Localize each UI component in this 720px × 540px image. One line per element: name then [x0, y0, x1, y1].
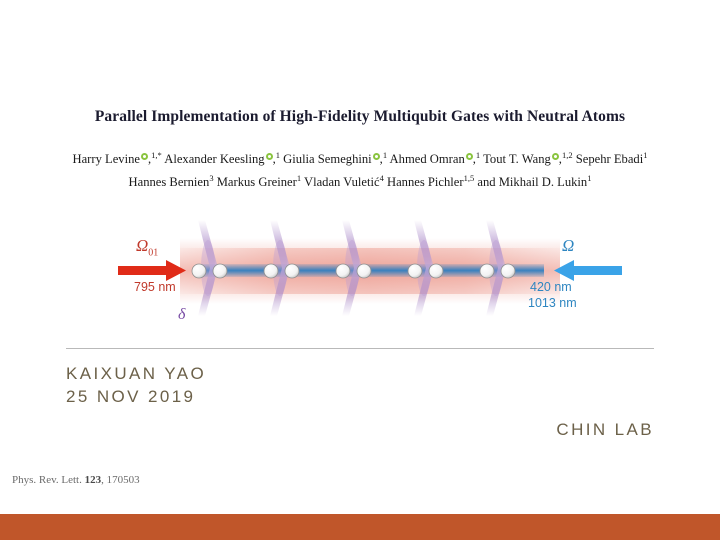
blue-arrow-icon: [554, 260, 622, 281]
author-sup: ,$^{1,2}$: [558, 150, 573, 167]
author-name: Sepehr Ebadi: [575, 152, 644, 167]
orcid-icon[interactable]: [266, 153, 273, 160]
author-line-1: [8, 146, 712, 169]
wavelength-1013-label: 1013 nm: [528, 296, 577, 310]
author-name: Ahmed Omran: [389, 152, 465, 167]
author-sup: 1: [296, 173, 302, 184]
author-name: Giulia Semeghini: [283, 152, 372, 167]
wavelength-420-label: 420 nm: [530, 280, 572, 294]
author-sup: 1: [643, 150, 648, 160]
wavelength-795-label: 795 nm: [134, 280, 176, 294]
paper-title: Parallel Implementation of High-Fidelity Multiqubit Gates with Neutral Atoms: [94, 108, 626, 125]
lab-name: CHIN LAB: [556, 420, 654, 439]
citation: [12, 474, 140, 486]
author-sup: 3: [209, 173, 214, 184]
citation-pages: , 170503: [101, 474, 140, 486]
author-name: and Mikhail D. Lukin: [477, 175, 588, 190]
author-name: Harry Levine: [72, 152, 140, 167]
author-name: Alexander Keesling: [164, 152, 265, 167]
author-name: Markus Greiner: [216, 175, 297, 190]
citation-volume: 123: [84, 474, 102, 486]
bottom-accent-bar: [0, 514, 720, 540]
author-sup: ,$^{1,*}$: [147, 150, 162, 167]
orcid-icon[interactable]: [552, 153, 559, 160]
citation-journal: Phys. Rev. Lett.: [12, 474, 82, 486]
author-sup: 1: [587, 173, 592, 184]
atom-array-figure: [100, 218, 640, 338]
omega01-label: $\Omega_{01}$: [136, 236, 159, 259]
author-sup: 1,5: [463, 173, 475, 184]
author-list: [8, 146, 712, 192]
presentation-date: 25 NOV 2019: [66, 387, 196, 406]
red-arrow-icon: [118, 260, 186, 281]
presenter-name: KAIXUAN YAO: [66, 364, 207, 383]
author-sup: 4: [379, 173, 384, 184]
author-line-2: [8, 169, 712, 192]
author-sup: ,$^1$: [472, 150, 481, 167]
author-name: Hannes Pichler: [387, 175, 464, 190]
orcid-icon[interactable]: [466, 153, 473, 160]
author-name: Hannes Bernien: [128, 175, 210, 190]
author-sup: ,$^1$: [379, 150, 388, 167]
author-sup: ,$^1$: [272, 150, 281, 167]
author-name: Tout T. Wang: [483, 152, 551, 167]
divider: [66, 348, 654, 349]
omega-label: Ω: [562, 236, 575, 255]
orcid-icon[interactable]: [141, 153, 148, 160]
detuning-label: δ: [178, 306, 186, 323]
presenter-block: [66, 362, 206, 408]
orcid-icon[interactable]: [373, 153, 380, 160]
author-name: Vladan Vuletić: [303, 175, 380, 190]
